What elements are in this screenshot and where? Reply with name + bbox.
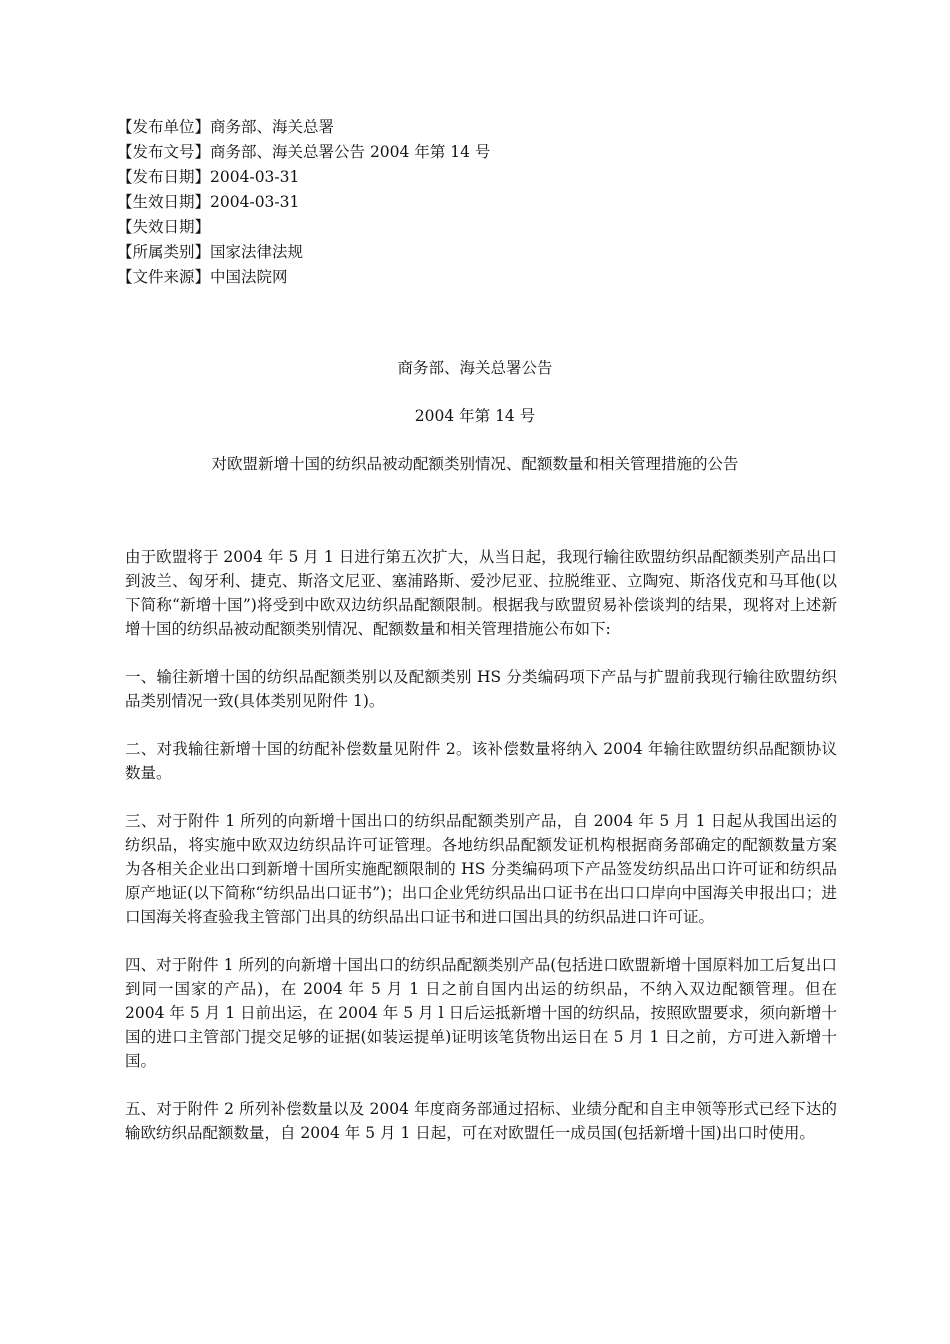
- paragraph-item-5: 五、对于附件 2 所列补偿数量以及 2004 年度商务部通过招标、业绩分配和自主申领等形式已经下达的输欧纺织品配额数量，自 2004 年 5 月 1 日起，可在对欧盟任一成员国(包括新增十国)出口时使用。: [125, 1100, 837, 1142]
- meta-label: 【发布单位】: [117, 118, 211, 136]
- meta-label: 【失效日期】: [117, 218, 211, 236]
- meta-issuer-row: [117, 115, 837, 140]
- meta-value: 商务部、海关总署公告 2004 年第 14 号: [210, 143, 491, 161]
- meta-publish-date-row: [117, 165, 837, 190]
- paragraph-item-1: 一、输往新增十国的纺织品配额类别以及配额类别 HS 分类编码项下产品与扩盟前我现行输往欧盟纺织品类别情况一致(具体类别见附件 1)。: [125, 668, 837, 710]
- announcement-title: 对欧盟新增十国的纺织品被动配额类别情况、配额数量和相关管理措施的公告: [211, 455, 739, 473]
- meta-docnumber-row: [117, 140, 837, 165]
- meta-value: 国家法律法规: [210, 243, 304, 261]
- meta-label: 【所属类别】: [117, 243, 211, 261]
- paragraph-item-4: 四、对于附件 1 所列的向新增十国出口的纺织品配额类别产品(包括进口欧盟新增十国原料加工后复出口到同一国家的产品)，在 2004 年 5 月 1 日之前自国内出运的纺织品，不纳入双边配额管理。但在 2004 年 5 月 1 日前出运，在 2004 年 5 月 l 日后运抵新增十国的纺织品，按照欧盟要求，须向新增十国的进口主管部门提交足够的证据(如装运提单)证明该笔货物出运日在 5 月 1 日之前，方可进入新增十国。: [125, 956, 837, 1070]
- announcement-number: 2004 年第 14 号: [414, 407, 536, 425]
- meta-effective-date-row: [117, 190, 837, 215]
- paragraph-item-3: 三、对于附件 1 所列的向新增十国出口的纺织品配额类别产品，自 2004 年 5 月 1 日起从我国出运的纺织品，将实施中欧双边纺织品许可证管理。各地纺织品配额发证机构根据商务部确定的配额数量方案为各相关企业出口到新增十国所实施配额限制的 HS 分类编码项下产品签发纺织品出口许可证和纺织品原产地证(以下简称“纺织品出口证书”)；出口企业凭纺织品出口证书在出口口岸向中国海关申报出口；进口国海关将查验我主管部门出具的纺织品出口证书和进口国出具的纺织品进口许可证。: [125, 812, 837, 926]
- meta-category-row: [117, 240, 837, 265]
- meta-value: 商务部、海关总署: [210, 118, 335, 136]
- document-metadata: [117, 115, 837, 290]
- meta-value: 2004-03-31: [210, 193, 300, 211]
- announcement-issuer: 商务部、海关总署公告: [397, 359, 553, 377]
- meta-label: 【文件来源】: [117, 268, 211, 286]
- paragraph-item-2: 二、对我输往新增十国的纺配补偿数量见附件 2。该补偿数量将纳入 2004 年输往欧盟纺织品配额协议数量。: [125, 740, 837, 782]
- meta-value: 2004-03-31: [210, 168, 300, 186]
- announcement-body: [125, 545, 837, 1169]
- meta-source-row: [117, 265, 837, 290]
- paragraph-intro: 由于欧盟将于 2004 年 5 月 1 日进行第五次扩大，从当日起，我现行输往欧盟纺织品配额类别产品出口到波兰、匈牙利、捷克、斯洛文尼亚、塞浦路斯、爱沙尼亚、拉脱维亚、立陶宛、斯洛伐克和马耳他(以下简称“新增十国”)将受到中欧双边纺织品配额限制。根据我与欧盟贸易补偿谈判的结果，现将对上述新增十国的纺织品被动配额类别情况、配额数量和相关管理措施公布如下:: [125, 548, 837, 638]
- meta-label: 【发布日期】: [117, 168, 211, 186]
- meta-expiry-date-row: [117, 215, 837, 240]
- meta-label: 【发布文号】: [117, 143, 211, 161]
- meta-label: 【生效日期】: [117, 193, 211, 211]
- meta-value: 中国法院网: [210, 268, 288, 286]
